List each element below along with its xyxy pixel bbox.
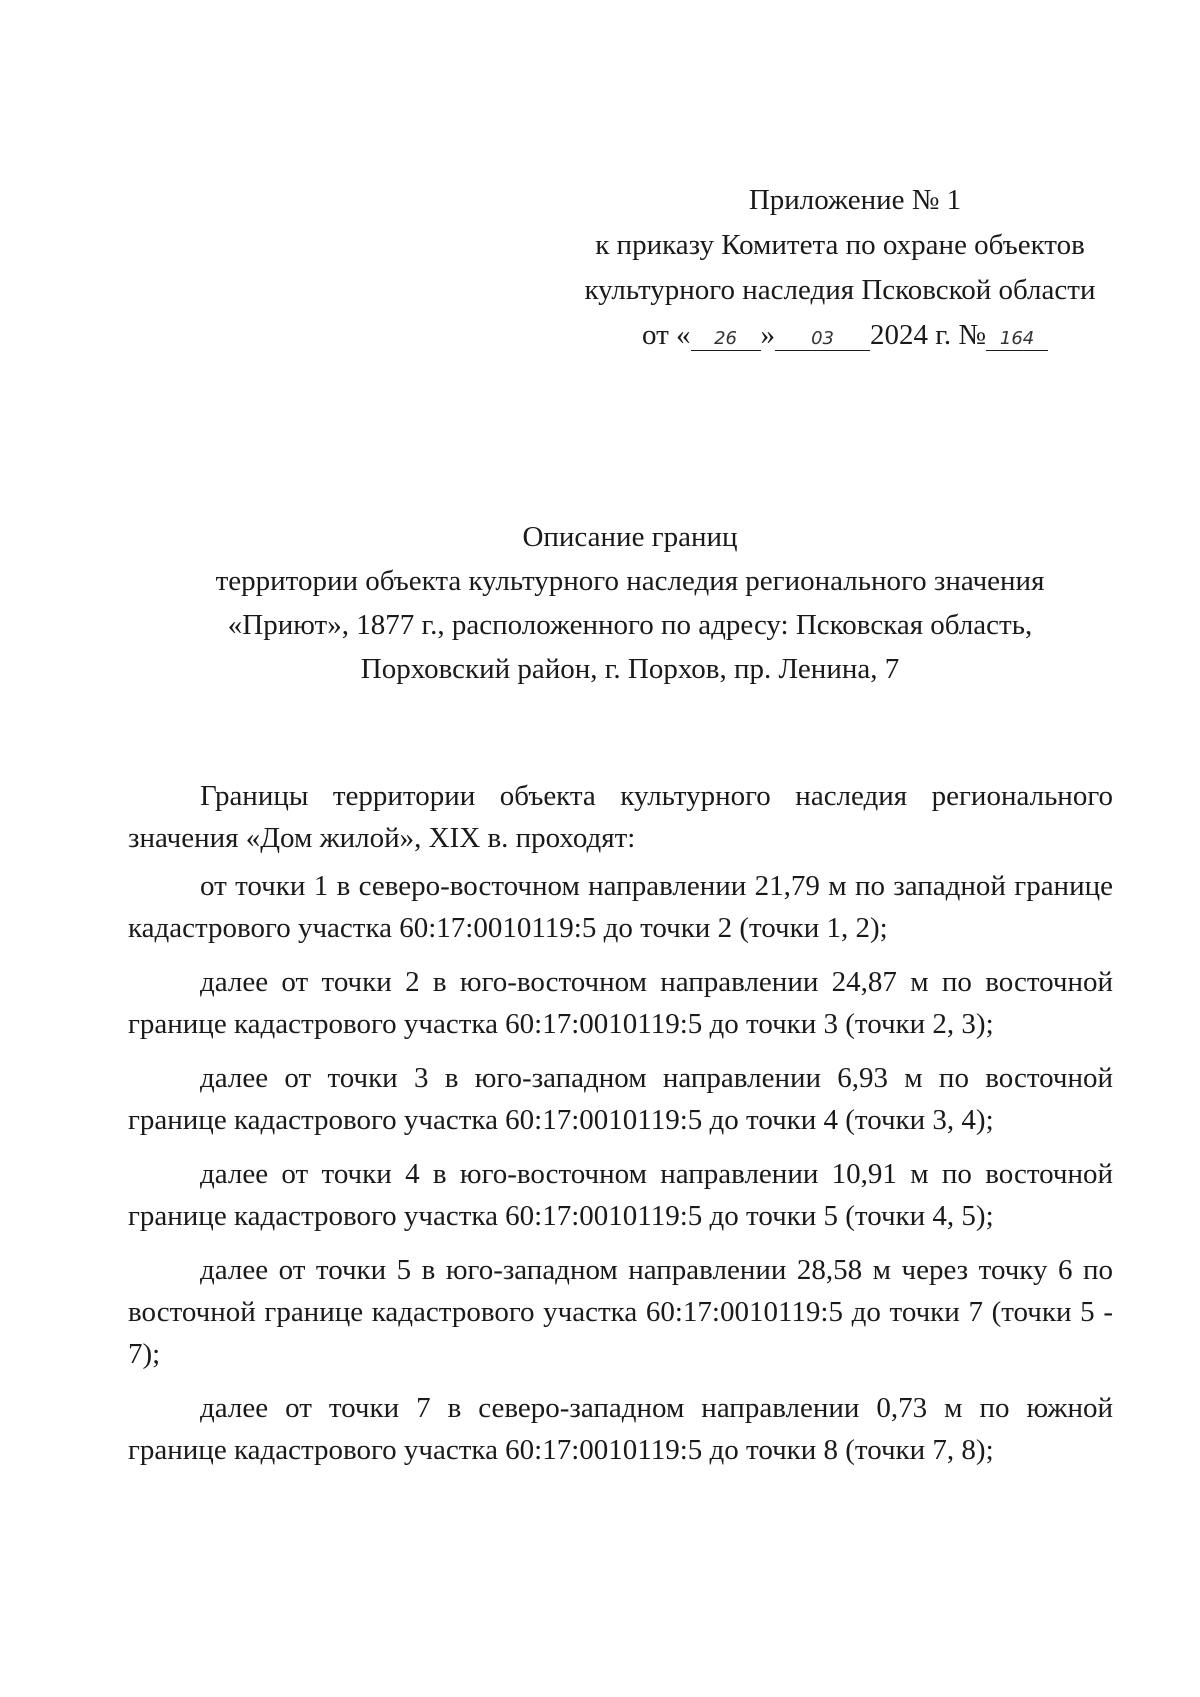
body-paragraph: далее от точки 4 в юго-восточном направлении 10,91 м по восточной границе кадастрового участка 60:17:0010119:5 до точки 5 (точки 4, 5); (128, 1158, 1113, 1232)
body-paragraph: от точки 1 в северо-восточном направлении 21,79 м по западной границе кадастрового участка 60:17:0010119:5 до точки 2 (точки 1, 2); (128, 870, 1113, 944)
appendix-order-line: к приказу Комитета по охране объектов (595, 229, 1085, 261)
title-line-2: территории объекта культурного наследия регионального значения (215, 565, 1045, 597)
date-mid: » (760, 319, 776, 351)
date-year: 2024 г. № (870, 319, 987, 351)
appendix-header (560, 178, 1120, 358)
date-month-handwritten: 03 (775, 328, 870, 351)
body-paragraph: далее от точки 7 в северо-западном направлении 0,73 м по южной границе кадастрового участка 60:17:0010119:5 до точки 8 (точки 7, 8); (128, 1392, 1113, 1466)
title-line-1: Описание границ (522, 521, 738, 553)
document-body (128, 775, 1113, 1483)
document-title (170, 515, 1090, 691)
title-line-4: Порховский район, г. Порхов, пр. Ленина, 7 (360, 653, 900, 685)
body-paragraph: Границы территории объекта культурного наследия регионального значения «Дом жилой», XIX в. проходят: (128, 780, 1113, 854)
body-paragraph: далее от точки 2 в юго-восточном направлении 24,87 м по восточной границе кадастрового участка 60:17:0010119:5 до точки 3 (точки 2, 3); (128, 966, 1113, 1040)
appendix-title: Приложение № 1 (748, 184, 962, 216)
order-number-handwritten: 164 (986, 328, 1048, 351)
title-line-3: «Приют», 1877 г., расположенного по адресу: Псковская область, (227, 609, 1033, 641)
appendix-date-line (560, 313, 1120, 358)
date-prefix: от « (642, 319, 691, 351)
date-day-handwritten: 26 (691, 328, 761, 351)
body-paragraph: далее от точки 3 в юго-западном направлении 6,93 м по восточной границе кадастрового участка 60:17:0010119:5 до точки 4 (точки 3, 4); (128, 1062, 1113, 1136)
body-paragraph: далее от точки 5 в юго-западном направлении 28,58 м через точку 6 по восточной границе кадастрового участка 60:17:0010119:5 до точки 7 (точки 5 - 7); (128, 1254, 1113, 1370)
appendix-committee-line: культурного наследия Псковской области (584, 274, 1096, 306)
